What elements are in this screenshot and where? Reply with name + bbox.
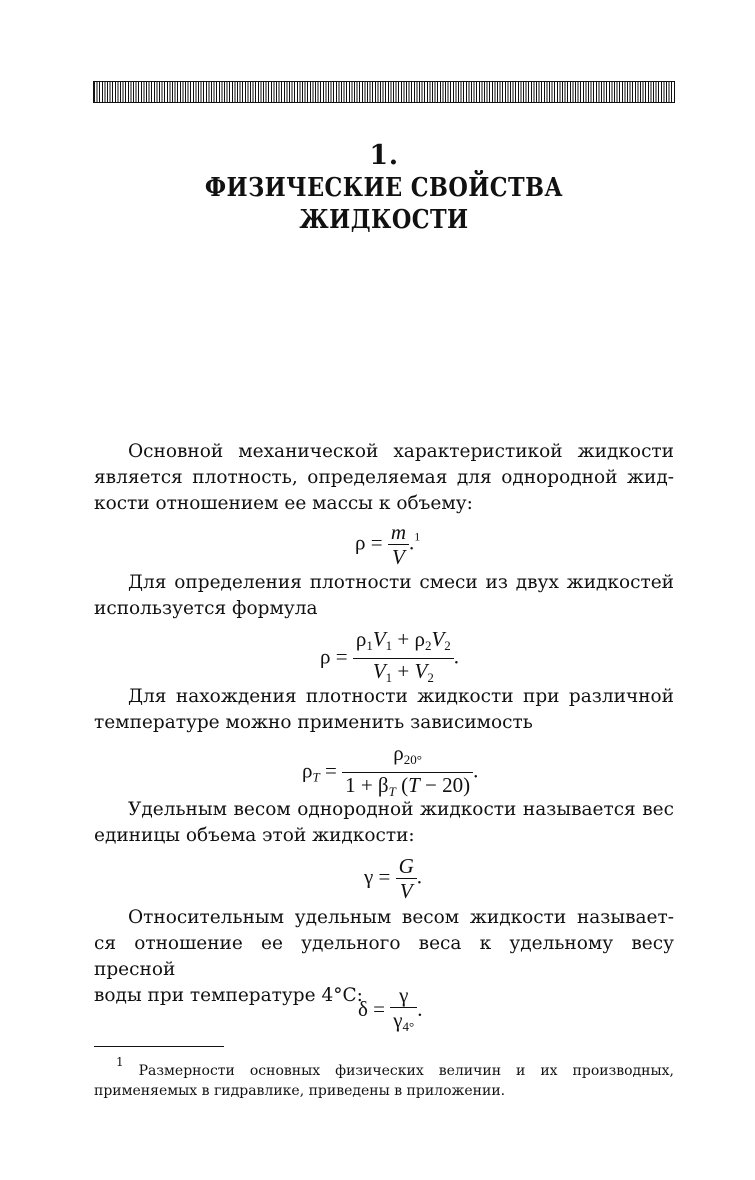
fraction: $\frac{\rho_1V_1 + \rho_2V_2}{V_1 + V_2}$ (353, 628, 454, 689)
chapter-title-line1: ФИЗИЧЕСКИЕ СВОЙСТВА (204, 173, 564, 203)
formula-specific-weight: γ = $\frac{G}{V}$ . (364, 854, 423, 903)
fraction: $\frac{m}{V}$ (388, 521, 409, 568)
text-line: кости отношением ее массы к объему: (94, 493, 473, 514)
chapter-number: 1. (369, 140, 399, 171)
text-line: Относительным удельным весом жидкости называет- (128, 907, 674, 928)
formula-temperature-density: $\rho_T$ = $\frac{\rho_{20^\circ}}{1 + \beta_T (T - 20)}$ . (302, 742, 478, 803)
chapter-title-line2: ЖИДКОСТИ (299, 205, 469, 235)
fraction: $\frac{\rho_{20^\circ}}{1 + \beta_T (T - 20)}$ (342, 742, 473, 803)
header-ornament-rule (94, 82, 674, 102)
footnote-ref: 1 (414, 529, 421, 544)
formula-relative-weight: δ = $\frac{\gamma}{\gamma_{4^\circ}}$ . (358, 984, 422, 1038)
footnote: $^1$ Размерности основных физических величин и их производных, применяемых в гидравлике, приведены в приложении. (94, 1055, 674, 1099)
text-line: ся отношение ее удельного веса к удельному весу пресной (94, 933, 674, 980)
text-line: используется формула (94, 598, 318, 619)
text-line: является плотность, определяемая для однородной жид- (94, 467, 674, 488)
formula-mixture-density: ρ = $\frac{\rho_1V_1 + \rho_2V_2}{V_1 + V_2}$ . (320, 628, 459, 689)
fraction: $\frac{\gamma}{\gamma_{4^\circ}}$ (390, 984, 417, 1038)
text-line: Удельным весом однородной жидкости называется вес (128, 799, 674, 820)
formula-density: ρ = $\frac{m}{V}$ .$^1$ (355, 520, 421, 569)
text-line: Для определения плотности смеси из двух жидкостей (128, 572, 674, 593)
paragraph-density (94, 439, 674, 517)
text-line: воды при температуре 4°C: (94, 985, 363, 1006)
paragraph-temperature (94, 684, 674, 736)
text-line: температуре можно применить зависимость (94, 712, 533, 733)
text-line: Для нахождения плотности жидкости при различной (128, 686, 674, 707)
text-line: Основной механической характеристикой жидкости (128, 441, 674, 462)
fraction: $\frac{G}{V}$ (396, 855, 417, 902)
footnote-divider (94, 1046, 224, 1047)
paragraph-specific-weight (94, 797, 674, 849)
paragraph-mixture (94, 570, 674, 622)
text-line: единицы объема этой жидкости: (94, 825, 415, 846)
footnote-mark: 1 (116, 1055, 124, 1069)
